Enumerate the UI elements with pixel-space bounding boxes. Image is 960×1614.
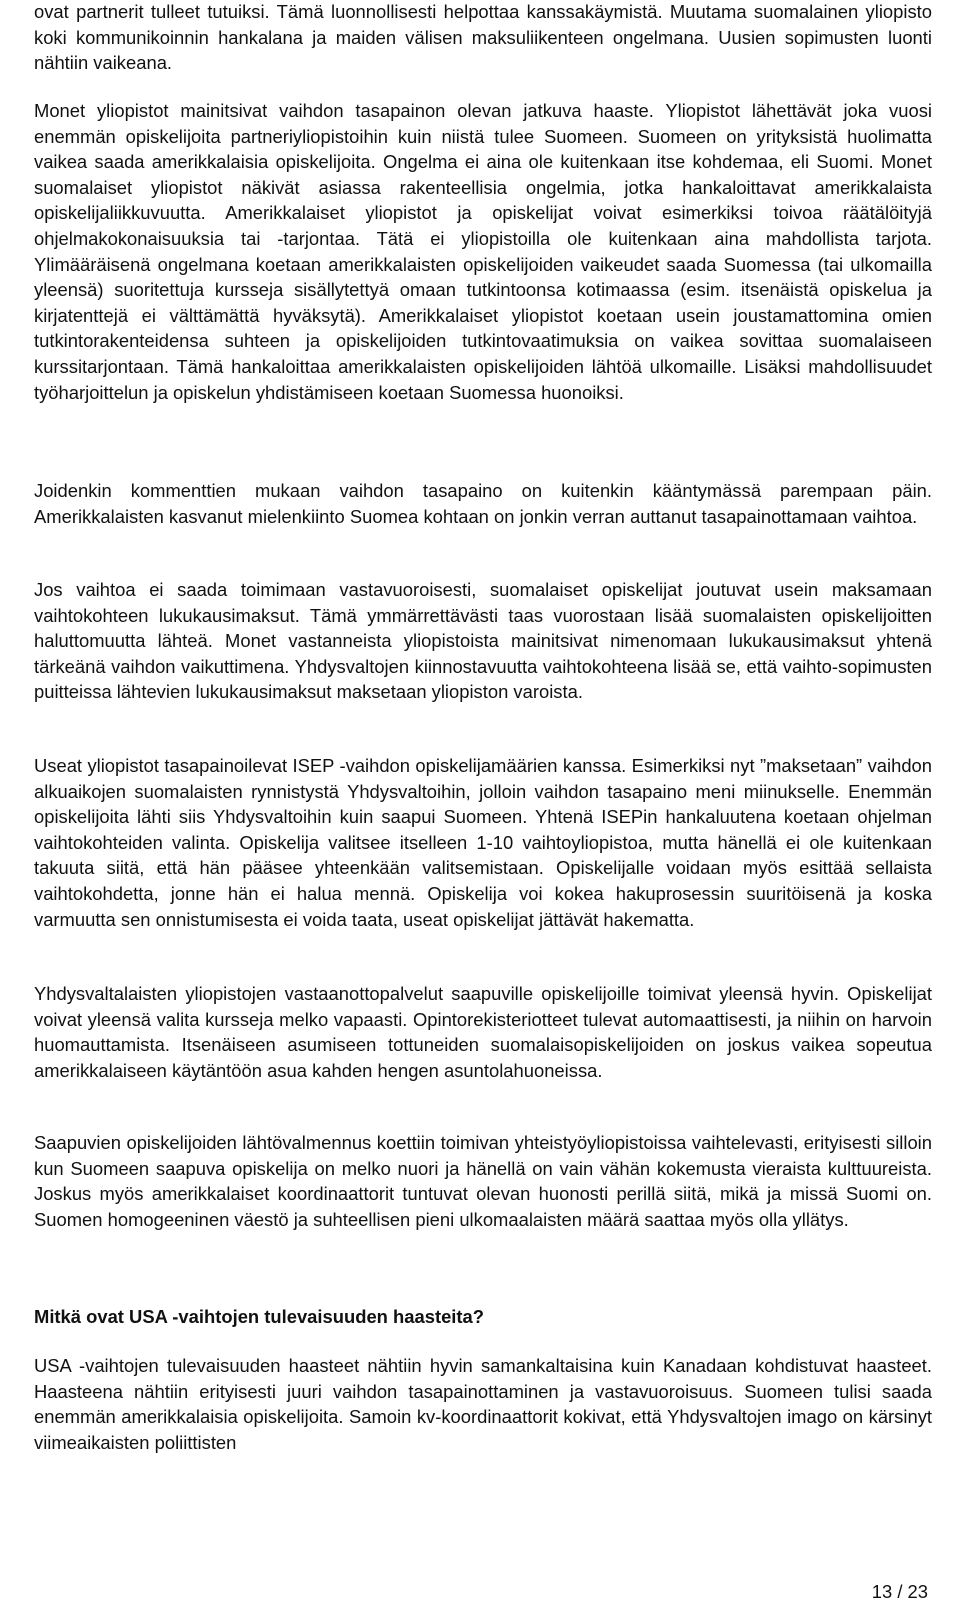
paragraph-7: Saapuvien opiskelijoiden lähtövalmennus koettiin toimivan yhteistyöyliopistoissa vaihtelevasti, erityisesti silloin kun Suomeen saapuva opiskelija on melko nuori ja hänellä on vain vähän kokemusta vieraista kulttuureista. Joskus myös amerikkalaiset koordinaattorit tuntuvat olevan huonosti perillä siitä, mikä ja missä Suomi on. Suomen homogeeninen väestö ja suhteellisen pieni ulkomaalaisten määrä saattaa myös olla yllätys. — [34, 1132, 932, 1230]
paragraph-8: USA -vaihtojen tulevaisuuden haasteet nähtiin hyvin samankaltaisina kuin Kanadaan kohdistuvat haasteet. Haasteena nähtiin erityisesti juuri vaihdon tasapainottaminen ja vastavuoroisuus. Suomeen tulisi saada enemmän amerikkalaisia opiskelijoita. Samoin kv-koordinaattorit kokivat, että Yhdysvaltojen imago on kärsinyt viimeaikaisten poliittisten — [34, 1355, 932, 1453]
paragraph-1: ovat partnerit tulleet tutuiksi. Tämä luonnollisesti helpottaa kanssakäymistä. Muutama suomalainen yliopisto koki kommunikoinnin hankalana ja maiden välisen maksuliikenteen ongelmana. Uusien sopimusten luonti nähtiin vaikeana. — [34, 1, 932, 74]
paragraph-4: Jos vaihtoa ei saada toimimaan vastavuoroisesti, suomalaiset opiskelijat joutuvat usein maksamaan vaihtokohteen lukukausimaksut. Tämä ymmärrettävästi taas vuorostaan lisää suomalaisten opiskelijoitten haluttomuutta lähteä. Monet vastanneista yliopistoista mainitsivat nimenomaan lukukausimaksut yhtenä tärkeänä vaihdon vaikuttimena. Yhdysvaltojen kiinnostavuutta vaihtokohteena lisää se, että vaihto-sopimusten puitteissa lähtevien lukukausimaksut maksetaan yliopiston varoista. — [34, 579, 932, 703]
paragraph-5: Useat yliopistot tasapainoilevat ISEP -vaihdon opiskelijamäärien kanssa. Esimerkiksi nyt ”maksetaan” vaihdon alkuaikojen suomalaisten rynnistystä Yhdysvaltoihin, jolloin vaihdon tasapaino meni miinukselle. Enemmän opiskelijoita lähti siis Yhdysvaltoihin kuin saapui Suomeen. Yhtenä ISEPin hankaluutena koetaan ohjelman vaihtokohteiden valinta. Opiskelija valitsee itselleen 1-10 vaihtoyliopistoa, mutta hänellä ei ole kuitenkaan takuuta siitä, että hän pääsee yhteenkään valitsemistaan. Opiskelijalle voidaan myös esittää sellaista vaihtokohdetta, jonne hän ei halua mennä. Opiskelija voi kokea hakuprosessin suuritöisenä ja koska varmuutta sen onnistumisesta ei voida taata, useat opiskelijat jättävät hakematta. — [34, 755, 932, 930]
paragraph-3: Joidenkin kommenttien mukaan vaihdon tasapaino on kuitenkin kääntymässä parempaan päin. Amerikkalaisten kasvanut mielenkiinto Suomea kohtaan on jonkin verran auttanut tasapainottamaan vaihtoa. — [34, 480, 932, 527]
section-heading: Mitkä ovat USA -vaihtojen tulevaisuuden haasteita? — [34, 1306, 484, 1327]
paragraph-2: Monet yliopistot mainitsivat vaihdon tasapainon olevan jatkuva haaste. Yliopistot lähettävät joka vuosi enemmän opiskelijoita partneriyliopistoihin kuin niistä tulee Suomeen. Suomeen on yrityksistä huolimatta vaikea saada amerikkalaisia opiskelijoita. Ongelma ei aina ole kuitenkaan itse kohdemaa, eli Suomi. Monet suomalaiset yliopistot näkivät asiassa rakenteellisia ongelmia, jotka hankaloittavat amerikkalaista opiskelijaliikkuvuutta. Amerikkalaiset yliopistot ja opiskelijat voivat esimerkiksi toivoa räätälöityjä ohjelmakokonaisuuksia tai -tarjontaa. Tätä ei yliopistoilla ole kuitenkaan aina mahdollista tarjota. Ylimääräisenä ongelmana koetaan amerikkalaisten opiskelijoiden vaikeudet saada Suomessa (tai ulkomailla yleensä) suoritettuja kursseja sisällytettyä omaan tutkintoonsa kotimaassa (esim. itsenäistä opiskelua ja kirjatenttejä ei välttämättä hyväksytä). Amerikkalaiset yliopistot koetaan usein joustamattomina omien tutkintorakenteidensa suhteen ja opiskelijoiden tutkintovaatimuksia on vaikea sovittaa suomalaiseen kurssitarjontaan. Tämä hankaloittaa amerikkalaisten opiskelijoiden lähtöä ulkomaille. Lisäksi mahdollisuudet työharjoittelun ja opiskelun yhdistämiseen koetaan Suomessa huonoiksi. — [34, 100, 932, 403]
page-number: 13 / 23 — [871, 1581, 928, 1602]
paragraph-6: Yhdysvaltalaisten yliopistojen vastaanottopalvelut saapuville opiskelijoille toimivat yleensä hyvin. Opiskelijat voivat yleensä valita kursseja melko vapaasti. Opintorekisteriotteet tulevat automaattisesti, ja niihin on harvoin huomauttamista. Itsenäiseen asumiseen tottuneiden suomalaisopiskelijoiden on joskus vaikea sopeutua amerikkalaiseen käytäntöön asua kahden hengen asuntolahuoneissa. — [34, 983, 932, 1081]
